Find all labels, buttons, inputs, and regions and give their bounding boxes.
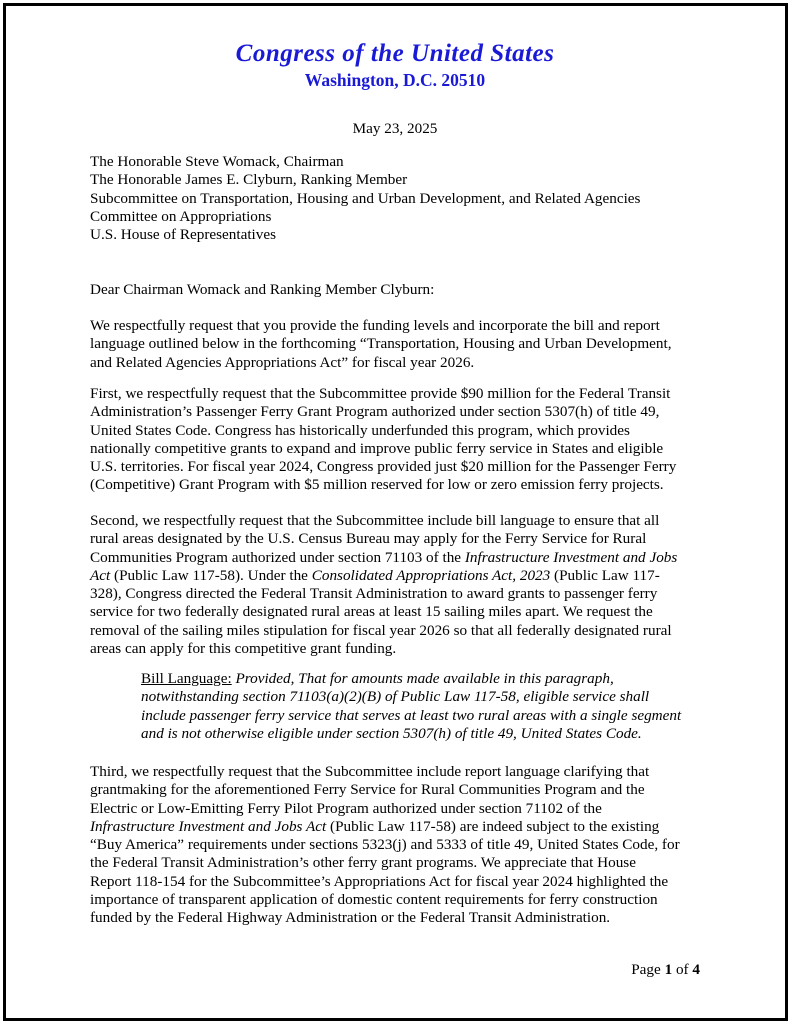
text-run: notwithstanding section 71103(a)(2)(B) of Public Law 117-58, eligible service shall xyxy=(141,688,650,706)
page-number xyxy=(631,961,700,979)
text-line: Report 118-154 for the Subcommittee’s Appropriations Act for fiscal year 2024 highlighted the xyxy=(90,872,669,890)
paragraph-first-request xyxy=(90,385,702,495)
letterhead-title: Congress of the United States xyxy=(235,40,555,67)
text-line: Administration’s Passenger Ferry Grant Program authorized under section 5307(h) of title 49, xyxy=(90,403,660,421)
text-line: First, we respectfully request that the Subcommittee provide $90 million for the Federal Transit xyxy=(90,385,671,402)
text-line: 328), Congress directed the Federal Transit Administration to award grants to passenger ferry xyxy=(90,585,658,603)
text-run: Provided, That for amounts made available in this paragraph, xyxy=(231,670,614,687)
text-line: U.S. territories. For fiscal year 2024, Congress provided just $20 million for the Passenger Ferry xyxy=(90,458,677,476)
text-run: and is not otherwise eligible under section 5307(h) of title 49, United States Code. xyxy=(141,724,642,742)
text-line: Third, we respectfully request that the Subcommittee include report language clarifying that xyxy=(90,763,650,780)
addressee-block xyxy=(90,153,640,244)
text-line: “Buy America” requirements under sections 5323(j) and 5333 of title 49, United States Code, for xyxy=(90,836,680,854)
text-line: Second, we respectfully request that the Subcommittee include bill language to ensure that all xyxy=(90,512,660,529)
paragraph-second-request xyxy=(90,512,702,658)
act-title: Infrastructure Investment and Jobs xyxy=(464,548,678,566)
text-run: Communities Program authorized under section 71103 of the xyxy=(90,548,465,566)
text-line: nationally competitive grants to expand and improve public ferry service in States and eligible xyxy=(90,439,664,457)
text-line xyxy=(90,818,702,836)
paragraph-intro xyxy=(90,317,702,372)
text-run: (Public Law 117- xyxy=(550,566,660,584)
text-line: and Related Agencies Appropriations Act” for fiscal year 2026. xyxy=(90,353,475,371)
text-line: We respectfully request that you provide the funding levels and incorporate the bill and report xyxy=(90,317,660,334)
bill-language-block xyxy=(141,670,701,743)
text-line xyxy=(141,725,701,743)
page-total: 4 xyxy=(692,961,700,978)
text-line: importance of transparent application of domestic content requirements for ferry construction xyxy=(90,891,658,909)
text-line: grantmaking for the aforementioned Ferry Service for Rural Communities Program and the xyxy=(90,781,645,799)
letter-date: May 23, 2025 xyxy=(352,120,438,137)
text-line xyxy=(141,707,701,725)
page-prefix: Page xyxy=(631,961,665,978)
letterhead-address: Washington, D.C. 20510 xyxy=(304,70,486,90)
text-run: (Public Law 117-58). Under the xyxy=(110,566,312,584)
text-line xyxy=(141,688,701,706)
page-middle: of xyxy=(672,961,693,978)
paragraph-third-request xyxy=(90,763,702,928)
text-run: (Public Law 117-58) are indeed subject to the existing xyxy=(326,817,660,835)
text-line: funded by the Federal Highway Administration or the Federal Transit Administration. xyxy=(90,909,611,927)
addressee-line: The Honorable James E. Clyburn, Ranking Member xyxy=(90,171,408,189)
text-line: rural areas designated by the U.S. Census Bureau may apply for the Ferry Service for Rural xyxy=(90,530,647,548)
act-title: Act xyxy=(90,566,111,584)
text-line xyxy=(141,670,701,688)
page-current: 1 xyxy=(664,961,673,978)
addressee-line: Committee on Appropriations xyxy=(90,207,272,225)
addressee-line: U.S. House of Representatives xyxy=(90,226,277,244)
text-line: language outlined below in the forthcoming “Transportation, Housing and Urban Development, xyxy=(90,335,672,353)
addressee-line: Subcommittee on Transportation, Housing and Urban Development, and Related Agencies xyxy=(90,189,641,207)
text-line: the Federal Transit Administration’s other ferry grant programs. We appreciate that House xyxy=(90,854,636,872)
bill-language-label: Bill Language: xyxy=(141,670,232,687)
text-line xyxy=(90,567,702,585)
text-line xyxy=(90,549,702,567)
salutation: Dear Chairman Womack and Ranking Member Clyburn: xyxy=(90,281,435,298)
text-line: Electric or Low-Emitting Ferry Pilot Program authorized under section 71102 of the xyxy=(90,799,602,817)
act-title: Infrastructure Investment and Jobs Act xyxy=(90,817,327,835)
text-line: service for two federally designated rural areas at least 15 sailing miles apart. We request the xyxy=(90,603,653,621)
act-title: Consolidated Appropriations Act, 2023 xyxy=(311,566,551,584)
text-run: include passenger ferry service that serves at least two rural areas with a single segment xyxy=(141,706,682,724)
addressee-line: The Honorable Steve Womack, Chairman xyxy=(90,153,344,170)
text-line: (Competitive) Grant Program with $5 million reserved for low or zero emission ferry projects. xyxy=(90,476,664,494)
text-line: United States Code. Congress has historically underfunded this program, which provides xyxy=(90,421,630,439)
text-line: removal of the sailing miles stipulation for fiscal year 2026 so that all federally designated rural xyxy=(90,621,672,639)
text-line: areas can apply for this competitive grant funding. xyxy=(90,640,397,658)
